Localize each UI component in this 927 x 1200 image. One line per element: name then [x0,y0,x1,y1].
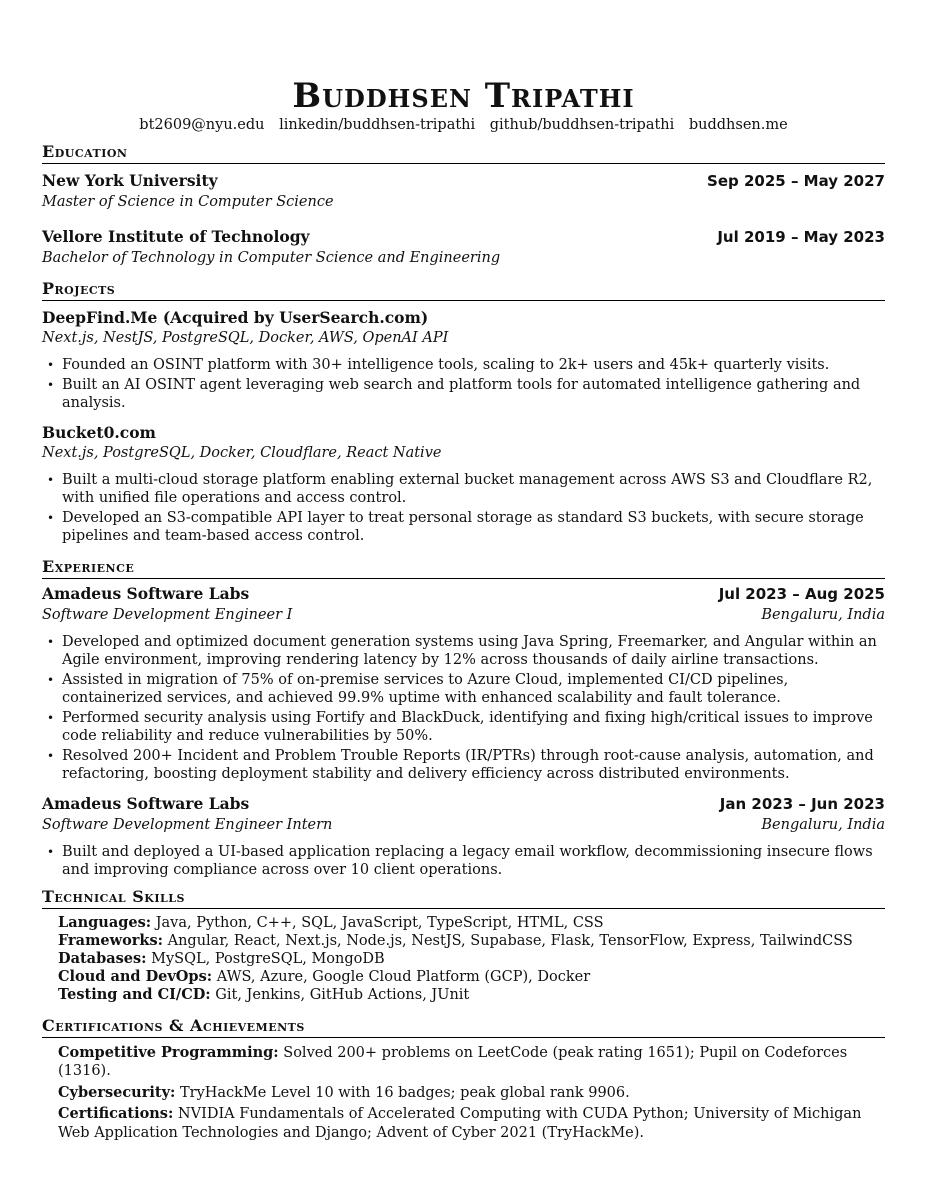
bullet-item: • Developed and optimized document generation systems using Java Spring, Freemarker, and Angular within an Agile environment, improving rendering latency by 12% across thousands of daily airline transactions. [62,633,885,670]
section-title-certifications: Certifications & Achievements [42,1015,885,1038]
education-entry [42,226,885,268]
project-bullets [42,356,885,413]
cert-value: Solved 200+ problems on LeetCode (peak rating 1651); Pupil on Codeforces (1316). [58,1044,848,1080]
skill-label: Cloud and DevOps: [58,968,213,986]
education-dates: Sep 2025 – May 2027 [707,172,885,190]
cert-value: NVIDIA Fundamentals of Accelerated Computing with CUDA Python; University of Michigan Web Application Technologies and Django; Advent of Cyber 2021 (TryHackMe). [58,1106,862,1141]
skill-label: Languages: [58,913,152,931]
email-link[interactable]: bt2609@nyu.edu [139,117,265,133]
cert-row [58,1044,885,1081]
cert-label: Cybersecurity: [58,1083,176,1101]
education-org: New York University [42,171,218,190]
github-link[interactable]: github/buddhsen-tripathi [489,117,675,133]
skill-value: Java, Python, C++, SQL, JavaScript, TypeScript, HTML, CSS [151,914,604,931]
certifications-list [42,1044,885,1143]
education-degree: Bachelor of Technology in Computer Science and Engineering [42,250,501,266]
bullet-item: • Developed an S3-compatible API layer to treat personal storage as standard S3 buckets, with secure storage pipelines and team-based access control. [62,509,885,546]
project-name: Bucket0.com [42,422,156,442]
resume-page [42,76,885,1145]
experience-bullets [42,633,885,784]
bullet-item: • Built an AI OSINT agent leveraging web search and platform tools for automated intelligence gathering and analysis. [62,376,885,413]
project-stack: Next.js, PostgreSQL, Docker, Cloudflare, React Native [42,444,442,461]
education-dates: Jul 2019 – May 2023 [717,228,885,246]
project-bullets [42,471,885,546]
website-link[interactable]: buddhsen.me [688,117,788,133]
education-degree: Master of Science in Computer Science [42,194,334,210]
experience-dates: Jan 2023 – Jun 2023 [719,794,885,813]
section-title-education: Education [42,141,885,164]
experience-org: Amadeus Software Labs [42,583,250,603]
skill-label: Frameworks: [58,931,163,949]
section-title-skills: Technical Skills [42,886,885,909]
resume-name: Buddhsen Tripathi [292,76,635,116]
linkedin-link[interactable]: linkedin/buddhsen-tripathi [279,117,476,133]
experience-dates: Jul 2023 – Aug 2025 [718,584,885,603]
skill-row [58,950,885,968]
experience-entry [42,583,885,784]
cert-label: Certifications: [58,1105,174,1123]
skill-row [58,968,885,986]
section-title-projects: Projects [42,278,885,301]
bullet-item: • Built and deployed a UI-based application replacing a legacy email workflow, decommissioning insecure flows and improving compliance across over 10 client operations. [62,843,885,880]
skill-value: Angular, React, Next.js, Node.js, NestJS, Supabase, Flask, TensorFlow, Express, TailwindCSS [163,932,853,949]
experience-role: Software Development Engineer Intern [42,816,333,833]
project-name: DeepFind.Me (Acquired by UserSearch.com) [42,308,429,327]
skill-value: Git, Jenkins, GitHub Actions, JUnit [210,987,470,1004]
experience-org: Amadeus Software Labs [42,793,250,813]
section-title-experience: Experience [42,556,885,579]
education-org: Vellore Institute of Technology [42,227,310,246]
cert-row [58,1084,885,1103]
bullet-item: • Resolved 200+ Incident and Problem Trouble Reports (IR/PTRs) through root-cause analysis, automation, and refactoring, boosting deployment stability and delivery efficiency across distributed environments. [62,747,885,784]
experience-role: Software Development Engineer I [42,606,293,623]
skill-value: AWS, Azure, Google Cloud Platform (GCP), Docker [212,969,591,986]
experience-entry [42,793,885,880]
bullet-item: • Founded an OSINT platform with 30+ intelligence tools, scaling to 2k+ users and 45k+ quarterly visits. [62,356,885,375]
skills-list [42,914,885,1005]
skill-value: MySQL, PostgreSQL, MongoDB [146,950,385,967]
bullet-item: • Assisted in migration of 75% of on-premise services to Azure Cloud, implemented CI/CD pipelines, containerized services, and achieved 99.9% uptime with enhanced scalability and fault tolerance. [62,671,885,708]
project-entry [42,307,885,413]
bullet-item: • Built a multi-cloud storage platform enabling external bucket management across AWS S3 and Cloudflare R2, with unified file operations and access control. [62,471,885,508]
bullet-item: • Performed security analysis using Fortify and BlackDuck, identifying and fixing high/critical issues to improve code reliability and reduce vulnerabilities by 50%. [62,709,885,746]
project-stack: Next.js, NestJS, PostgreSQL, Docker, AWS, OpenAI API [42,330,449,346]
cert-label: Competitive Programming: [58,1043,279,1061]
contact-line [42,116,885,134]
education-entry [42,170,885,212]
skill-row [58,932,885,950]
experience-location: Bengaluru, India [761,606,885,623]
project-entry [42,422,885,546]
cert-row [58,1105,885,1142]
experience-bullets [42,843,885,880]
cert-value: TryHackMe Level 10 with 16 badges; peak global rank 9906. [175,1084,630,1101]
skill-label: Databases: [58,949,147,967]
skill-label: Testing and CI/CD: [58,986,211,1004]
skill-row [58,914,885,932]
experience-location: Bengaluru, India [761,816,885,833]
skill-row [58,986,885,1004]
